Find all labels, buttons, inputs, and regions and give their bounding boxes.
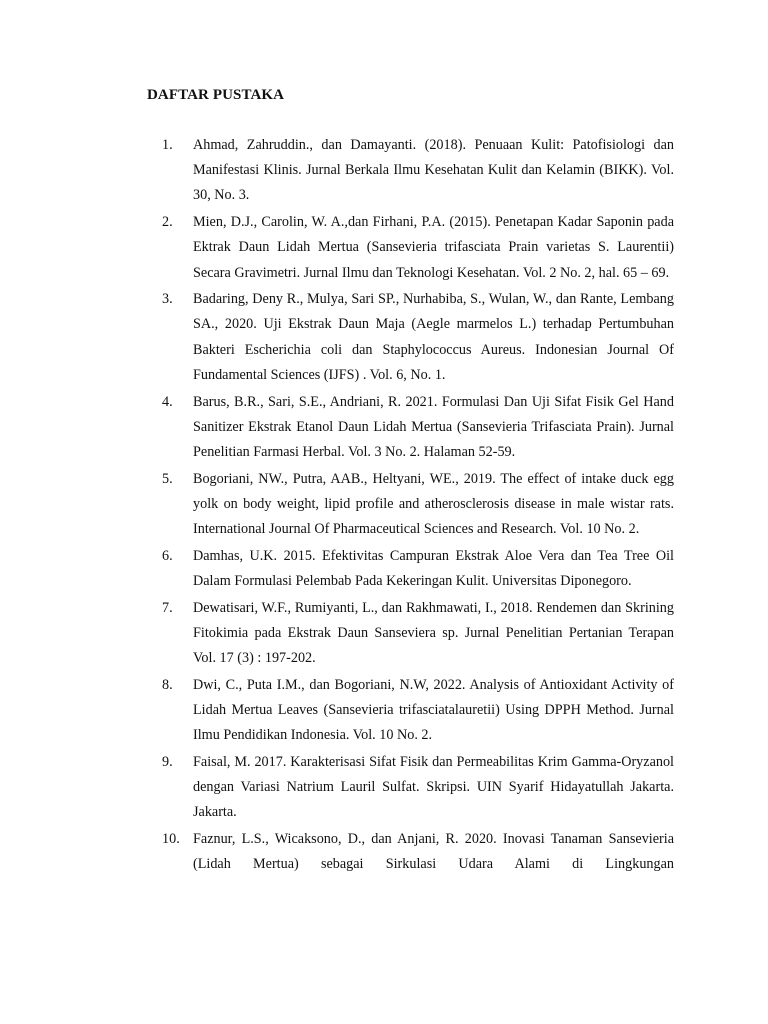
reference-number: 1.: [162, 137, 173, 153]
reference-number: 2.: [162, 214, 173, 231]
reference-text: Barus, B.R., Sari, S.E., Andriani, R. 2021. Formulasi Dan Uji Sifat Fisik Gel Hand Sanitizer Ekstrak Etanol Daun Lidah Mertua (Sansevieria Trifasciata Prain). Jurnal Penelitian Farmasi Herbal. Vol. 3 No. 2. Halaman 52-59.: [193, 393, 674, 460]
reference-item: [162, 827, 674, 877]
reference-text: Ahmad, Zahruddin., dan Damayanti. (2018). Penuaan Kulit: Patofisiologi dan Manifestasi Klinis. Jurnal Berkala Ilmu Kesehatan Kulit dan Kelamin (BIKK). Vol. 30, No. 3.: [193, 137, 674, 204]
reference-text: Faisal, M. 2017. Karakterisasi Sifat Fisik dan Permeabilitas Krim Gamma-Oryzanol dengan Variasi Natrium Lauril Sulfat. Skripsi. UIN Syarif Hidayatullah Jakarta. Jakarta.: [193, 753, 674, 821]
reference-item: [162, 673, 674, 749]
reference-number: 6.: [162, 547, 173, 564]
reference-list: [162, 133, 674, 879]
reference-number: 5.: [162, 470, 173, 487]
reference-item: [162, 750, 674, 826]
reference-text: Dwi, C., Puta I.M., dan Bogoriani, N.W, 2022. Analysis of Antioxidant Activity of Lidah Mertua Leaves (Sansevieria trifasciatalauretii) Using DPPH Method. Jurnal Ilmu Pendidikan Indonesia. Vol. 10 No. 2.: [193, 676, 674, 744]
reference-text: Bogoriani, NW., Putra, AAB., Heltyani, WE., 2019. The effect of intake duck egg yolk on body weight, lipid profile and atherosclerosis disease in male wistar rats. International Journal Of Pharmaceutical Sciences and Research. Vol. 10 No. 2.: [193, 470, 674, 538]
reference-text: Faznur, L.S., Wicaksono, D., dan Anjani, R. 2020. Inovasi Tanaman Sansevieria (Lidah Mertua) sebagai Sirkulasi Udara Alami di Lingkungan: [193, 830, 674, 873]
reference-number: 7.: [162, 599, 173, 616]
reference-number: 3.: [162, 291, 173, 308]
reference-item: [162, 287, 674, 388]
reference-text: Dewatisari, W.F., Rumiyanti, L., dan Rakhmawati, I., 2018. Rendemen dan Skrining Fitokimia pada Ekstrak Daun Sanseviera sp. Jurnal Penelitian Pertanian Terapan Vol. 17 (3) : 197-202.: [193, 599, 674, 667]
reference-item: [162, 544, 674, 594]
reference-item: [162, 467, 674, 543]
page-title: DAFTAR PUSTAKA: [147, 87, 285, 103]
reference-text: Badaring, Deny R., Mulya, Sari SP., Nurhabiba, S., Wulan, W., dan Rante, Lembang SA., 2020. Uji Ekstrak Daun Maja (Aegle marmelos L.) terhadap Pertumbuhan Bakteri Escherichia coli dan Staphylococcus Aureus. Indonesian Journal Of Fundamental Sciences (IJFS) . Vol. 6, No. 1.: [193, 291, 674, 383]
reference-item: [162, 210, 674, 286]
reference-number: 9.: [162, 753, 173, 770]
reference-text: Damhas, U.K. 2015. Efektivitas Campuran Ekstrak Aloe Vera dan Tea Tree Oil Dalam Formulasi Pelembab Pada Kekeringan Kulit. Universitas Diponegoro.: [193, 547, 674, 589]
reference-item: [162, 596, 674, 672]
reference-number: 8.: [162, 676, 173, 693]
reference-item: [162, 390, 674, 466]
reference-number: 10.: [162, 830, 180, 847]
reference-text: Mien, D.J., Carolin, W. A.,dan Firhani, P.A. (2015). Penetapan Kadar Saponin pada Ektrak Daun Lidah Mertua (Sansevieria trifasciata Prain varietas S. Laurentii) Secara Gravimetri. Jurnal Ilmu dan Teknologi Kesehatan. Vol. 2 No. 2, hal. 65 – 69.: [193, 214, 674, 281]
reference-item: [162, 133, 674, 209]
reference-number: 4.: [162, 393, 173, 410]
